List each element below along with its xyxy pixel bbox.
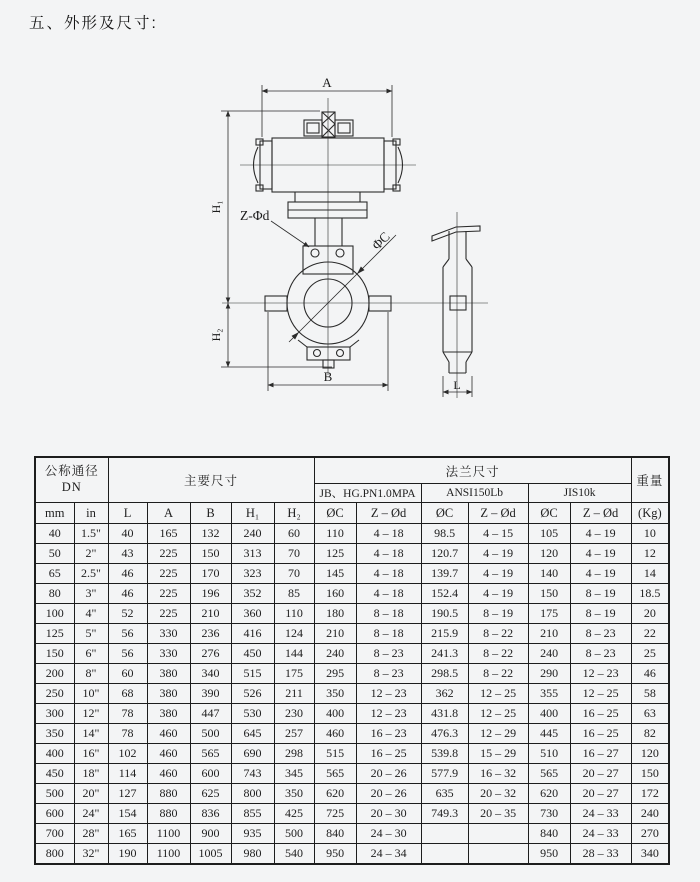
table-cell: 4 – 18	[356, 564, 421, 584]
label-bolt-circle: ΦC	[368, 228, 393, 253]
table-cell: 240	[314, 644, 356, 664]
header-dn-en: DN	[61, 480, 82, 494]
table-cell: 900	[190, 824, 231, 844]
table-cell: 211	[274, 684, 314, 704]
table-cell: 98.5	[421, 524, 468, 544]
table-cell: 330	[147, 624, 190, 644]
table-cell: 152.4	[421, 584, 468, 604]
table-cell: 836	[190, 804, 231, 824]
dimension-table	[34, 456, 670, 865]
table-cell: 8 – 22	[468, 644, 528, 664]
table-cell: 175	[274, 664, 314, 684]
table-cell: 730	[528, 804, 570, 824]
col-ansi-zod: Z – Ød	[468, 503, 528, 524]
table-cell: 4 – 19	[570, 544, 631, 564]
table-cell: 340	[631, 844, 669, 865]
table-cell: 190	[108, 844, 147, 865]
table-cell: 8 – 23	[356, 644, 421, 664]
table-cell: 800	[35, 844, 74, 865]
table-cell: 210	[528, 624, 570, 644]
table-cell: 4 – 18	[356, 524, 421, 544]
table-row	[35, 624, 669, 644]
table-cell: 700	[35, 824, 74, 844]
table-cell: 12 – 23	[356, 684, 421, 704]
table-cell: 58	[631, 684, 669, 704]
table-cell: 175	[528, 604, 570, 624]
header-flange-dims: 法兰尺寸	[314, 457, 631, 484]
table-cell: 150	[190, 544, 231, 564]
table-cell: 540	[274, 844, 314, 865]
table-cell: 8 – 23	[570, 644, 631, 664]
table-cell: 165	[108, 824, 147, 844]
table-cell: 250	[35, 684, 74, 704]
table-cell: 352	[231, 584, 274, 604]
table-cell: 150	[631, 764, 669, 784]
table-cell: 450	[35, 764, 74, 784]
table-cell	[468, 844, 528, 865]
label-bolt-holes: Z-Φd	[240, 208, 270, 223]
table-cell: 150	[528, 584, 570, 604]
table-cell: 725	[314, 804, 356, 824]
valve-dimension-drawing	[170, 70, 530, 445]
table-cell: 225	[147, 544, 190, 564]
table-cell: 52	[108, 604, 147, 624]
table-cell: 16 – 25	[570, 704, 631, 724]
table-cell: 170	[190, 564, 231, 584]
table-cell: 4 – 19	[468, 564, 528, 584]
side-view	[432, 212, 480, 398]
table-cell: 40	[35, 524, 74, 544]
table-cell: 4"	[74, 604, 108, 624]
table-cell: 4 – 19	[468, 544, 528, 564]
table-row	[35, 524, 669, 544]
table-cell: 78	[108, 704, 147, 724]
table-cell: 145	[314, 564, 356, 584]
header-main-dims: 主要尺寸	[108, 457, 314, 503]
table-cell: 132	[190, 524, 231, 544]
table-row	[35, 644, 669, 664]
table-cell: 4 – 19	[570, 524, 631, 544]
table-cell: 743	[231, 764, 274, 784]
table-cell	[421, 844, 468, 865]
table-cell: 390	[190, 684, 231, 704]
table-cell: 127	[108, 784, 147, 804]
table-cell: 24 – 34	[356, 844, 421, 865]
table-cell: 8 – 18	[356, 624, 421, 644]
table-cell: 298	[274, 744, 314, 764]
table-cell: 355	[528, 684, 570, 704]
table-cell: 120.7	[421, 544, 468, 564]
table-cell: 105	[528, 524, 570, 544]
table-cell: 50	[35, 544, 74, 564]
front-view	[222, 98, 488, 375]
table-cell: 295	[314, 664, 356, 684]
table-cell: 165	[147, 524, 190, 544]
table-cell: 425	[274, 804, 314, 824]
table-cell: 85	[274, 584, 314, 604]
table-cell: 500	[274, 824, 314, 844]
table-cell: 380	[147, 684, 190, 704]
table-cell: 8 – 19	[570, 604, 631, 624]
table-cell: 120	[528, 544, 570, 564]
table-cell: 190.5	[421, 604, 468, 624]
header-standard-jis: JIS10k	[528, 484, 631, 503]
table-cell: 46	[108, 564, 147, 584]
table-cell: 8 – 22	[468, 664, 528, 684]
table-cell: 125	[314, 544, 356, 564]
table-row	[35, 784, 669, 804]
table-cell: 447	[190, 704, 231, 724]
table-cell: 625	[190, 784, 231, 804]
table-cell: 60	[108, 664, 147, 684]
table-cell: 2"	[74, 544, 108, 564]
table-cell: 154	[108, 804, 147, 824]
col-h2: H₂	[274, 503, 314, 524]
table-cell	[421, 824, 468, 844]
table-cell: 840	[528, 824, 570, 844]
table-row	[35, 804, 669, 824]
col-in: in	[74, 503, 108, 524]
table-cell: 120	[631, 744, 669, 764]
table-row	[35, 584, 669, 604]
table-cell: 330	[147, 644, 190, 664]
table-cell: 32"	[74, 844, 108, 865]
table-cell: 12 – 23	[356, 704, 421, 724]
table-cell: 290	[528, 664, 570, 684]
table-cell: 4 – 19	[468, 584, 528, 604]
table-cell: 70	[274, 544, 314, 564]
table-cell: 78	[108, 724, 147, 744]
table-cell: 380	[147, 664, 190, 684]
table-cell: 16 – 32	[468, 764, 528, 784]
table-cell: 14	[631, 564, 669, 584]
table-cell: 2.5"	[74, 564, 108, 584]
table-cell: 20	[631, 604, 669, 624]
col-l: L	[108, 503, 147, 524]
table-cell: 114	[108, 764, 147, 784]
table-cell: 445	[528, 724, 570, 744]
col-jis-oc: ØC	[528, 503, 570, 524]
table-cell: 350	[274, 784, 314, 804]
table-cell: 565	[528, 764, 570, 784]
table-cell: 102	[108, 744, 147, 764]
table-cell: 257	[274, 724, 314, 744]
table-cell: 400	[314, 704, 356, 724]
table-cell: 4 – 19	[570, 564, 631, 584]
table-cell: 980	[231, 844, 274, 865]
table-cell: 476.3	[421, 724, 468, 744]
table-cell: 400	[35, 744, 74, 764]
table-cell: 236	[190, 624, 231, 644]
header-dn	[35, 457, 108, 503]
table-cell: 270	[631, 824, 669, 844]
table-cell: 350	[35, 724, 74, 744]
table-cell: 12 – 23	[570, 664, 631, 684]
table-cell: 24"	[74, 804, 108, 824]
table-cell: 25	[631, 644, 669, 664]
table-cell: 56	[108, 624, 147, 644]
table-cell: 28 – 33	[570, 844, 631, 865]
table-cell: 300	[35, 704, 74, 724]
table-row	[35, 824, 669, 844]
table-cell: 43	[108, 544, 147, 564]
table-cell: 620	[314, 784, 356, 804]
table-cell: 600	[190, 764, 231, 784]
table-cell: 4 – 18	[356, 584, 421, 604]
table-cell: 362	[421, 684, 468, 704]
table-cell: 16"	[74, 744, 108, 764]
table-cell: 276	[190, 644, 231, 664]
table-cell: 70	[274, 564, 314, 584]
table-row	[35, 704, 669, 724]
table-cell: 196	[190, 584, 231, 604]
table-cell: 20 – 27	[570, 784, 631, 804]
table-cell: 8 – 23	[356, 664, 421, 684]
table-cell: 800	[231, 784, 274, 804]
table-cell: 8 – 18	[356, 604, 421, 624]
label-dim-h1: H₁	[209, 200, 223, 214]
table-cell: 150	[35, 644, 74, 664]
table-cell: 22	[631, 624, 669, 644]
table-cell: 200	[35, 664, 74, 684]
col-a: A	[147, 503, 190, 524]
table-row	[35, 544, 669, 564]
table-cell: 140	[528, 564, 570, 584]
col-jb-zod: Z – Ød	[356, 503, 421, 524]
table-cell: 180	[314, 604, 356, 624]
table-cell: 124	[274, 624, 314, 644]
table-cell: 20 – 27	[570, 764, 631, 784]
table-cell: 323	[231, 564, 274, 584]
table-row	[35, 724, 669, 744]
table-cell: 1005	[190, 844, 231, 865]
table-cell: 10"	[74, 684, 108, 704]
table-cell: 577.9	[421, 764, 468, 784]
table-cell: 215.9	[421, 624, 468, 644]
table-cell: 240	[231, 524, 274, 544]
table-row	[35, 844, 669, 865]
table-row	[35, 664, 669, 684]
label-dim-b: B	[323, 369, 333, 384]
table-cell: 225	[147, 564, 190, 584]
table-cell: 12 – 29	[468, 724, 528, 744]
table-row	[35, 604, 669, 624]
table-cell: 1.5"	[74, 524, 108, 544]
table-cell: 620	[528, 784, 570, 804]
table-cell: 530	[231, 704, 274, 724]
solenoid-block	[304, 112, 353, 137]
col-jis-zod: Z – Ød	[570, 503, 631, 524]
table-cell: 840	[314, 824, 356, 844]
header-weight: 重量	[631, 457, 669, 503]
table-cell: 14"	[74, 724, 108, 744]
table-cell: 110	[314, 524, 356, 544]
header-dn-cjk: 公称通径	[44, 464, 99, 479]
table-cell: 4 – 15	[468, 524, 528, 544]
table-cell: 950	[314, 844, 356, 865]
table-cell: 635	[421, 784, 468, 804]
table-cell: 12 – 25	[468, 684, 528, 704]
table-cell: 515	[314, 744, 356, 764]
table-cell: 20 – 35	[468, 804, 528, 824]
table-cell: 510	[528, 744, 570, 764]
col-mm: mm	[35, 503, 74, 524]
table-cell: 28"	[74, 824, 108, 844]
table-cell: 380	[147, 704, 190, 724]
table-cell: 515	[231, 664, 274, 684]
table-cell: 225	[147, 584, 190, 604]
table-cell: 210	[190, 604, 231, 624]
table-cell: 350	[314, 684, 356, 704]
table-cell: 416	[231, 624, 274, 644]
table-cell: 345	[274, 764, 314, 784]
table-cell: 500	[190, 724, 231, 744]
table-cell	[468, 824, 528, 844]
table-cell: 565	[190, 744, 231, 764]
table-cell: 82	[631, 724, 669, 744]
table-row	[35, 684, 669, 704]
table-cell: 1100	[147, 824, 190, 844]
table-cell: 125	[35, 624, 74, 644]
table-cell: 460	[147, 744, 190, 764]
table-cell: 690	[231, 744, 274, 764]
table-cell: 16 – 25	[570, 724, 631, 744]
table-cell: 110	[274, 604, 314, 624]
table-row	[35, 564, 669, 584]
table-cell: 46	[108, 584, 147, 604]
table-cell: 63	[631, 704, 669, 724]
header-standard-jb: JB、HG.PN1.0MPA	[314, 484, 421, 503]
table-cell: 20 – 30	[356, 804, 421, 824]
table-cell: 160	[314, 584, 356, 604]
label-dim-h2: H₂	[209, 328, 223, 342]
table-cell: 8 – 19	[570, 584, 631, 604]
table-cell: 880	[147, 784, 190, 804]
table-cell: 460	[314, 724, 356, 744]
table-cell: 460	[147, 764, 190, 784]
dimension-table-body	[35, 524, 669, 865]
table-cell: 3"	[74, 584, 108, 604]
table-cell: 340	[190, 664, 231, 684]
table-cell: 40	[108, 524, 147, 544]
table-cell: 950	[528, 844, 570, 865]
table-cell: 600	[35, 804, 74, 824]
table-cell: 935	[231, 824, 274, 844]
col-kg: (Kg)	[631, 503, 669, 524]
table-cell: 20"	[74, 784, 108, 804]
mounting-bracket	[288, 192, 367, 246]
table-cell: 24 – 33	[570, 804, 631, 824]
table-cell: 20 – 26	[356, 764, 421, 784]
table-row	[35, 764, 669, 784]
table-cell: 225	[147, 604, 190, 624]
table-cell: 10	[631, 524, 669, 544]
table-cell: 1100	[147, 844, 190, 865]
table-cell: 12"	[74, 704, 108, 724]
table-cell: 400	[528, 704, 570, 724]
col-ansi-oc: ØC	[421, 503, 468, 524]
table-cell: 144	[274, 644, 314, 664]
table-cell: 431.8	[421, 704, 468, 724]
table-cell: 313	[231, 544, 274, 564]
table-cell: 56	[108, 644, 147, 664]
table-cell: 139.7	[421, 564, 468, 584]
table-cell: 526	[231, 684, 274, 704]
table-cell: 8 – 19	[468, 604, 528, 624]
table-cell: 240	[631, 804, 669, 824]
table-cell: 450	[231, 644, 274, 664]
table-cell: 210	[314, 624, 356, 644]
table-cell: 100	[35, 604, 74, 624]
header-standard-ansi: ANSI150Lb	[421, 484, 528, 503]
table-cell: 880	[147, 804, 190, 824]
col-b: B	[190, 503, 231, 524]
label-dim-l: L	[453, 378, 461, 392]
table-cell: 4 – 18	[356, 544, 421, 564]
table-cell: 360	[231, 604, 274, 624]
section-title: 五、外形及尺寸:	[29, 15, 158, 32]
table-cell: 298.5	[421, 664, 468, 684]
table-cell: 12 – 25	[570, 684, 631, 704]
col-h1: H₁	[231, 503, 274, 524]
table-cell: 855	[231, 804, 274, 824]
table-cell: 8 – 22	[468, 624, 528, 644]
table-cell: 80	[35, 584, 74, 604]
table-cell: 240	[528, 644, 570, 664]
table-cell: 16 – 25	[356, 744, 421, 764]
table-cell: 18"	[74, 764, 108, 784]
table-cell: 230	[274, 704, 314, 724]
table-cell: 645	[231, 724, 274, 744]
table-cell: 6"	[74, 644, 108, 664]
dimension-lines	[221, 85, 472, 397]
table-cell: 46	[631, 664, 669, 684]
table-cell: 60	[274, 524, 314, 544]
table-cell: 18.5	[631, 584, 669, 604]
table-cell: 5"	[74, 624, 108, 644]
table-cell: 8"	[74, 664, 108, 684]
table-cell: 539.8	[421, 744, 468, 764]
table-cell: 172	[631, 784, 669, 804]
table-cell: 15 – 29	[468, 744, 528, 764]
table-cell: 16 – 27	[570, 744, 631, 764]
label-dim-a: A	[322, 75, 332, 90]
table-cell: 68	[108, 684, 147, 704]
table-cell: 24 – 30	[356, 824, 421, 844]
table-cell: 24 – 33	[570, 824, 631, 844]
table-cell: 500	[35, 784, 74, 804]
table-cell: 16 – 23	[356, 724, 421, 744]
table-cell: 749.3	[421, 804, 468, 824]
table-cell: 20 – 26	[356, 784, 421, 804]
table-cell: 241.3	[421, 644, 468, 664]
table-cell: 565	[314, 764, 356, 784]
col-jb-oc: ØC	[314, 503, 356, 524]
table-cell: 20 – 32	[468, 784, 528, 804]
table-cell: 8 – 23	[570, 624, 631, 644]
table-cell: 460	[147, 724, 190, 744]
table-cell: 12	[631, 544, 669, 564]
table-cell: 12 – 25	[468, 704, 528, 724]
table-row	[35, 744, 669, 764]
table-cell: 65	[35, 564, 74, 584]
